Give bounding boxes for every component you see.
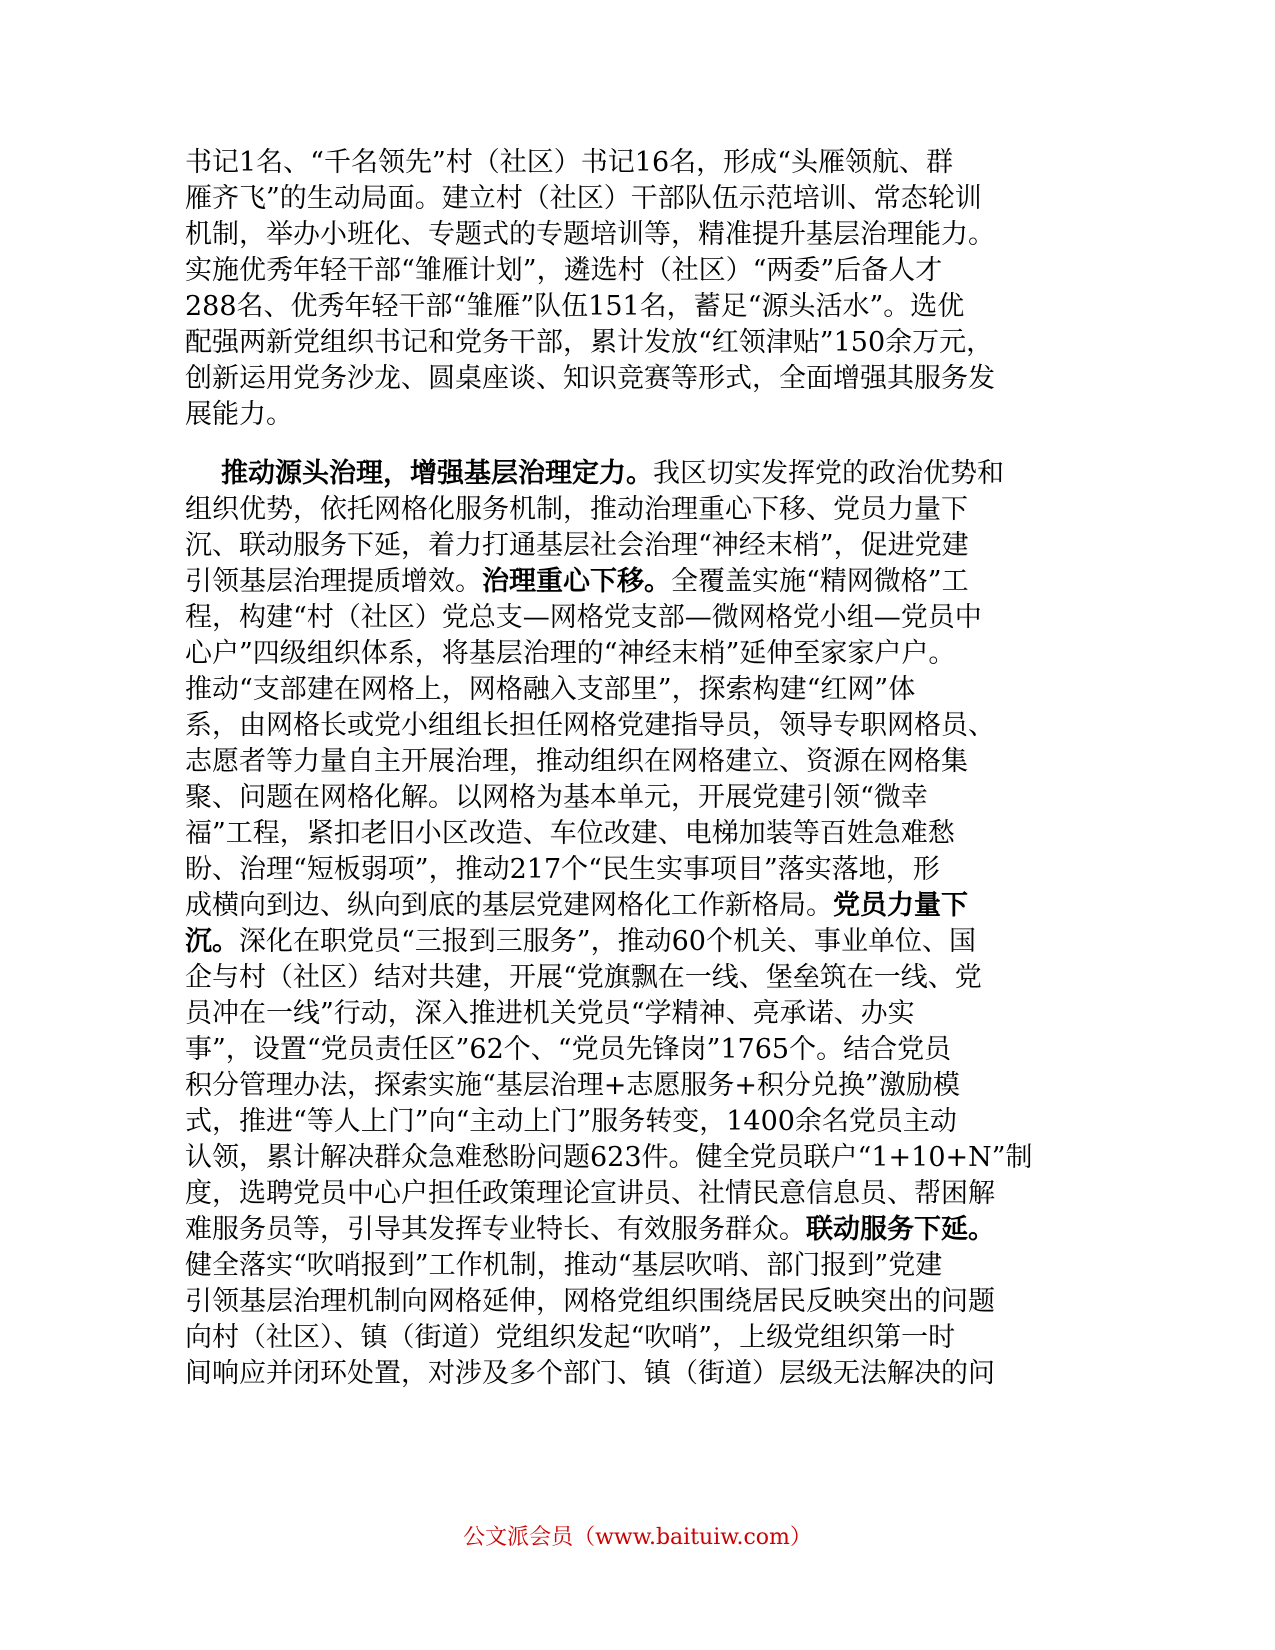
text-line: 志愿者等力量自主开展治理，推动组织在网格建立、资源在网格集 bbox=[185, 746, 968, 777]
text-line: 实施优秀年轻干部“雏雁计划”，遴选村（社区）“两委”后备人才 bbox=[185, 255, 943, 286]
text-span: 深化在职党员“三报到三服务”，推动60个机关、事业单位、国 bbox=[239, 926, 976, 957]
text-line: 间响应并闭环处置，对涉及多个部门、镇（街道）层级无法解决的问 bbox=[185, 1358, 995, 1389]
subheading-party-members-cont: 沉。 bbox=[185, 926, 239, 957]
text-line: 288名、优秀年轻干部“雏雁”队伍151名，蓄足“源头活水”。选优 bbox=[185, 291, 965, 322]
text-line: 式，推进“等人上门”向“主动上门”服务转变，1400余名党员主动 bbox=[185, 1106, 957, 1137]
text-line: 展能力。 bbox=[185, 399, 293, 430]
text-line bbox=[185, 888, 968, 924]
text-line bbox=[185, 1212, 995, 1248]
text-line: 健全落实“吹哨报到”工作机制，推动“基层吹哨、部门报到”党建 bbox=[185, 1250, 943, 1281]
text-span: 我区切实发挥党的政治优势和 bbox=[653, 458, 1004, 489]
text-line: 雁齐飞”的生动局面。建立村（社区）干部队伍示范培训、常态轮训 bbox=[185, 183, 982, 214]
subheading-governance-focus: 治理重心下移。 bbox=[482, 566, 671, 597]
text-line: 创新运用党务沙龙、圆桌座谈、知识竞赛等形式，全面增强其服务发 bbox=[185, 363, 995, 394]
text-line: 机制，举办小班化、专题式的专题培训等，精准提升基层治理能力。 bbox=[185, 219, 995, 250]
text-line: 程，构建“村（社区）党总支—网格党支部—微网格党小组—党员中 bbox=[185, 602, 982, 633]
text-line: 企与村（社区）结对共建，开展“党旗飘在一线、堡垒筑在一线、党 bbox=[185, 962, 982, 993]
text-line: 事”，设置“党员责任区”62个、“党员先锋岗”1765个。结合党员 bbox=[185, 1034, 952, 1065]
text-line: 聚、问题在网格化解。以网格为基本单元，开展党建引领“微幸 bbox=[185, 782, 928, 813]
subheading-party-members: 党员力量下 bbox=[833, 890, 968, 921]
text-line: 配强两新党组织书记和党务干部，累计发放“红领津贴”150余万元， bbox=[185, 327, 994, 358]
text-span: 难服务员等，引导其发挥专业特长、有效服务群众。 bbox=[185, 1214, 806, 1245]
text-line: 员冲在一线”行动，深入推进机关党员“学精神、亮承诺、办实 bbox=[185, 998, 915, 1029]
footer-watermark-link[interactable]: 公文派会员（www.baituiw.com） bbox=[463, 1525, 812, 1550]
text-line: 福”工程，紧扣老旧小区改造、车位改建、电梯加装等百姓急难愁 bbox=[185, 818, 955, 849]
text-line: 引领基层治理机制向网格延伸，网格党组织围绕居民反映突出的问题 bbox=[185, 1286, 995, 1317]
text-span: 成横向到边、纵向到底的基层党建网格化工作新格局。 bbox=[185, 890, 833, 921]
text-span: 全覆盖实施“精网微格”工 bbox=[671, 566, 969, 597]
text-line bbox=[185, 924, 976, 960]
text-line: 积分管理办法，探索实施“基层治理+志愿服务+积分兑换”激励模 bbox=[185, 1070, 960, 1101]
text-line: 心户”四级组织体系，将基层治理的“神经末梢”延伸至家家户户。 bbox=[185, 638, 956, 669]
text-line: 沉、联动服务下延，着力打通基层社会治理“神经末梢”，促进党建 bbox=[185, 530, 969, 561]
text-line: 书记1名、“千名领先”村（社区）书记16名，形成“头雁领航、群 bbox=[185, 147, 953, 178]
text-line: 向村（社区）、镇（街道）党组织发起“吹哨”，上级党组织第一时 bbox=[185, 1322, 956, 1353]
text-line: 组织优势，依托网格化服务机制，推动治理重心下移、党员力量下 bbox=[185, 494, 968, 525]
text-span: 引领基层治理提质增效。 bbox=[185, 566, 482, 597]
text-line: 推动“支部建在网格上，网格融入支部里”，探索构建“红网”体 bbox=[185, 674, 916, 705]
text-line bbox=[221, 456, 1004, 492]
section-heading: 推动源头治理，增强基层治理定力。 bbox=[221, 458, 653, 489]
text-line bbox=[185, 564, 969, 600]
text-line: 盼、治理“短板弱项”，推动217个“民生实事项目”落实落地，形 bbox=[185, 854, 940, 885]
text-line: 认领，累计解决群众急难愁盼问题623件。健全党员联户“1+10+N”制 bbox=[185, 1142, 1033, 1173]
text-line: 系，由网格长或党小组组长担任网格党建指导员，领导专职网格员、 bbox=[185, 710, 995, 741]
text-line: 度，选聘党员中心户担任政策理论宣讲员、社情民意信息员、帮困解 bbox=[185, 1178, 995, 1209]
subheading-linked-services: 联动服务下延。 bbox=[806, 1214, 995, 1245]
